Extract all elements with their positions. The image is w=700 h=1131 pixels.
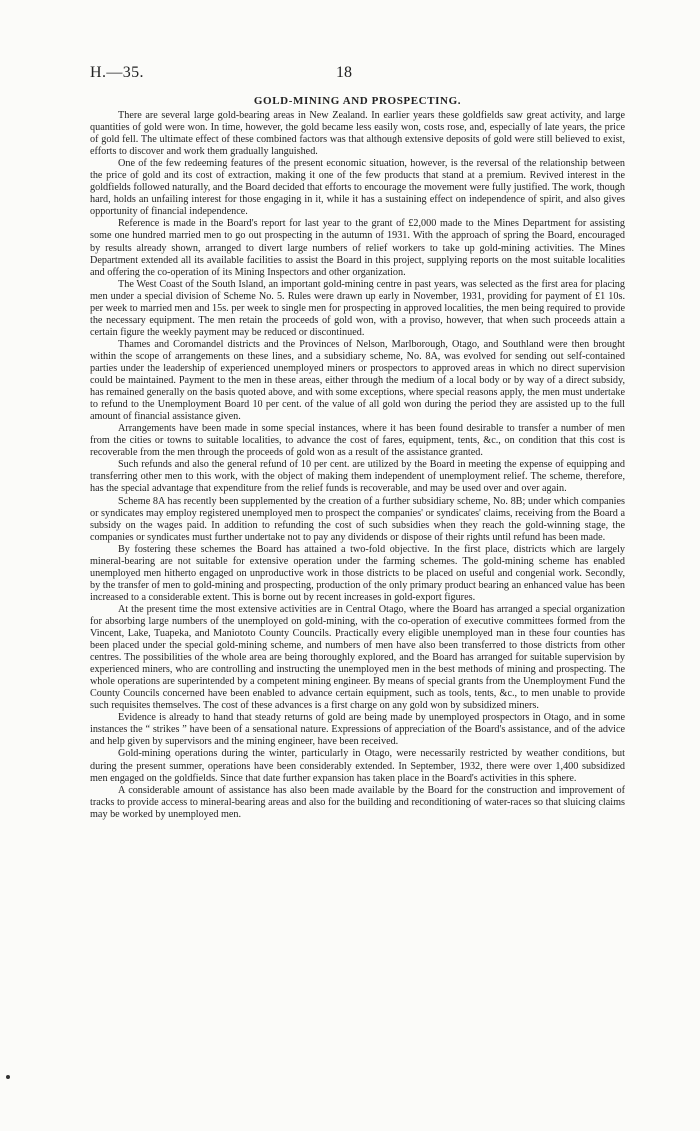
paragraph: Such refunds and also the general refund of 10 per cent. are utilized by the Board in meeting the expense of equipping and transferring other men to this work, with the object of making them independent of unemployment relief. The scheme, therefore, has the special advantage that expenditure from the relief funds is recoverable, and may be used over and over again. — [90, 459, 625, 495]
paragraph: Reference is made in the Board's report for last year to the grant of £2,000 made to the Mines Department for assisting some one hundred married men to go out prospecting in the autumn of 1931. With the approach of spring the Board, encouraged by results already shown, arranged to divert large numbers of relief workers to take up gold-mining activities. The Mines Department extended all its available facilities to assist the Board in this project, supplying reports on the most suitable localities and offering the co-operation of its Mining Inspectors and other organization. — [90, 218, 625, 278]
paragraph: A considerable amount of assistance has also been made available by the Board for the construction and improvement of tracks to provide access to mineral-bearing areas and also for the building and reconditioning of water-races so that sluicing claims may be worked by unemployed men. — [90, 784, 625, 820]
paragraph: There are several large gold-bearing areas in New Zealand. In earlier years these goldfields saw great activity, and large quantities of gold were won. In time, however, the gold became less easily won, costs rose, and, especially of late years, the price of gold fell. The ultimate effect of these combined factors was that although extensive deposits of gold were still believed to exist, efforts to discover and work them gradually languished. — [90, 110, 625, 158]
paragraph: Evidence is already to hand that steady returns of gold are being made by unemployed prospectors in Otago, and in some instances the “ strikes ” have been of a sensational nature. Expressions of appreciation of the Board's assistance, and of the advice and help given by supervisors and the mining engineer, have been received. — [90, 712, 625, 748]
margin-dot-mark — [6, 1075, 10, 1079]
paragraph: At the present time the most extensive activities are in Central Otago, where the Board has arranged a special organization for absorbing large numbers of the unemployed on gold-mining, with the co-operation of executive committees formed from the Vincent, Lake, Tuapeka, and Maniototo County Councils. Practically every eligible unemployed man in these four counties has been placed under the special gold-mining scheme, and numbers of men have also been transferred to those districts from other centres. The possibilities of the whole area are being thoroughly explored, and the Board has arranged for suitable supervision by experienced miners, who are controlling and instructing the unemployed men in the best methods of mining and prospecting. The whole operations are superintended by a competent mining engineer. By means of special grants from the Unemployment Fund the County Councils concerned have been enabled to advance certain equipment, such as tools, tents, &c., to men unable to provide such requisites themselves. The cost of these advances is a first charge on any gold won by subsidized miners. — [90, 603, 625, 712]
body-text — [90, 110, 625, 821]
paragraph: One of the few redeeming features of the present economic situation, however, is the reversal of the relationship between the price of gold and its cost of extraction, making it one of the few products that stand at a premium. Revived interest in the goldfields followed naturally, and the Board decided that efforts to encourage the movement were fully justified. The work, though hard, holds an unfailing interest for those engaging in it, while it has a sustaining effect on independence of spirit, and also gives opportunity of financial independence. — [90, 158, 625, 218]
page-header — [90, 64, 640, 84]
paragraph: Arrangements have been made in some special instances, where it has been found desirable to transfer a number of men from the cities or towns to suitable localities, to advance the cost of fares, equipment, tents, &c., on condition that this cost is recoverable from the men through the proceeds of gold won as a result of the assistance granted. — [90, 423, 625, 459]
paragraph: Scheme 8A has recently been supplemented by the creation of a further subsidiary scheme, No. 8B; under which companies or syndicates may employ registered unemployed men to prospect the companies' or syndicates' claims, receiving from the Board a subsidy on the wages paid. In addition to refunding the cost of such subsidies when they reach the gold-winning stage, the companies or syndicates must further undertake not to pay any dividends or dispose of their rights until refund has been made. — [90, 495, 625, 543]
paragraph: Gold-mining operations during the winter, particularly in Otago, were necessarily restricted by weather conditions, but during the present summer, operations have been considerably extended. In September, 1932, there were over 1,400 subsidized men engaged on the goldfields. Since that date further expansion has taken place in the Board's activities in this sphere. — [90, 748, 625, 784]
page-number: 18 — [336, 64, 352, 81]
paragraph: The West Coast of the South Island, an important gold-mining centre in past years, was selected as the first area for placing men under a special division of Scheme No. 5. Rules were drawn up early in November, 1931, providing for payment of £1 10s. per week to married men and 15s. per week to single men for prospecting in approved localities, the men being required to provide the necessary equipment. The men retain the proceeds of gold won, with a proviso, however, that when such proceeds attain a certain figure the weekly payment may be reduced or discontinued. — [90, 278, 625, 338]
paragraph: By fostering these schemes the Board has attained a two-fold objective. In the first place, districts which are largely mineral-bearing are not suitable for extensive operation under the farming schemes. The gold-mining scheme has enabled unemployed men hitherto engaged on unproductive work in those districts to be placed on useful and congenial work. Secondly, by the transfer of men to gold-mining and prospecting, production of the only primary product bearing an enhanced value has been increased to a considerable extent. This is borne out by recent increases in gold-export figures. — [90, 543, 625, 603]
document-id: H.—35. — [90, 64, 144, 81]
paragraph: Thames and Coromandel districts and the Provinces of Nelson, Marlborough, Otago, and Southland were then brought within the scope of arrangements on these lines, and a subsidiary scheme, No. 8A, was evolved for sending out self-contained parties under the leadership of experienced unemployed miners or prospectors to approved areas in which no direct supervision could be maintained. Payment to the men in these areas, either through the medium of a local body or by way of a direct subsidy, has remained generally on the basis quoted above, and with some exceptions, where special reasons apply, the men must undertake to refund to the Unemployment Board 10 per cent. of the value of all gold won during the period they are assisted up to the full amount of financial assistance given. — [90, 338, 625, 423]
section-title: GOLD-MINING AND PROSPECTING. — [253, 95, 462, 107]
